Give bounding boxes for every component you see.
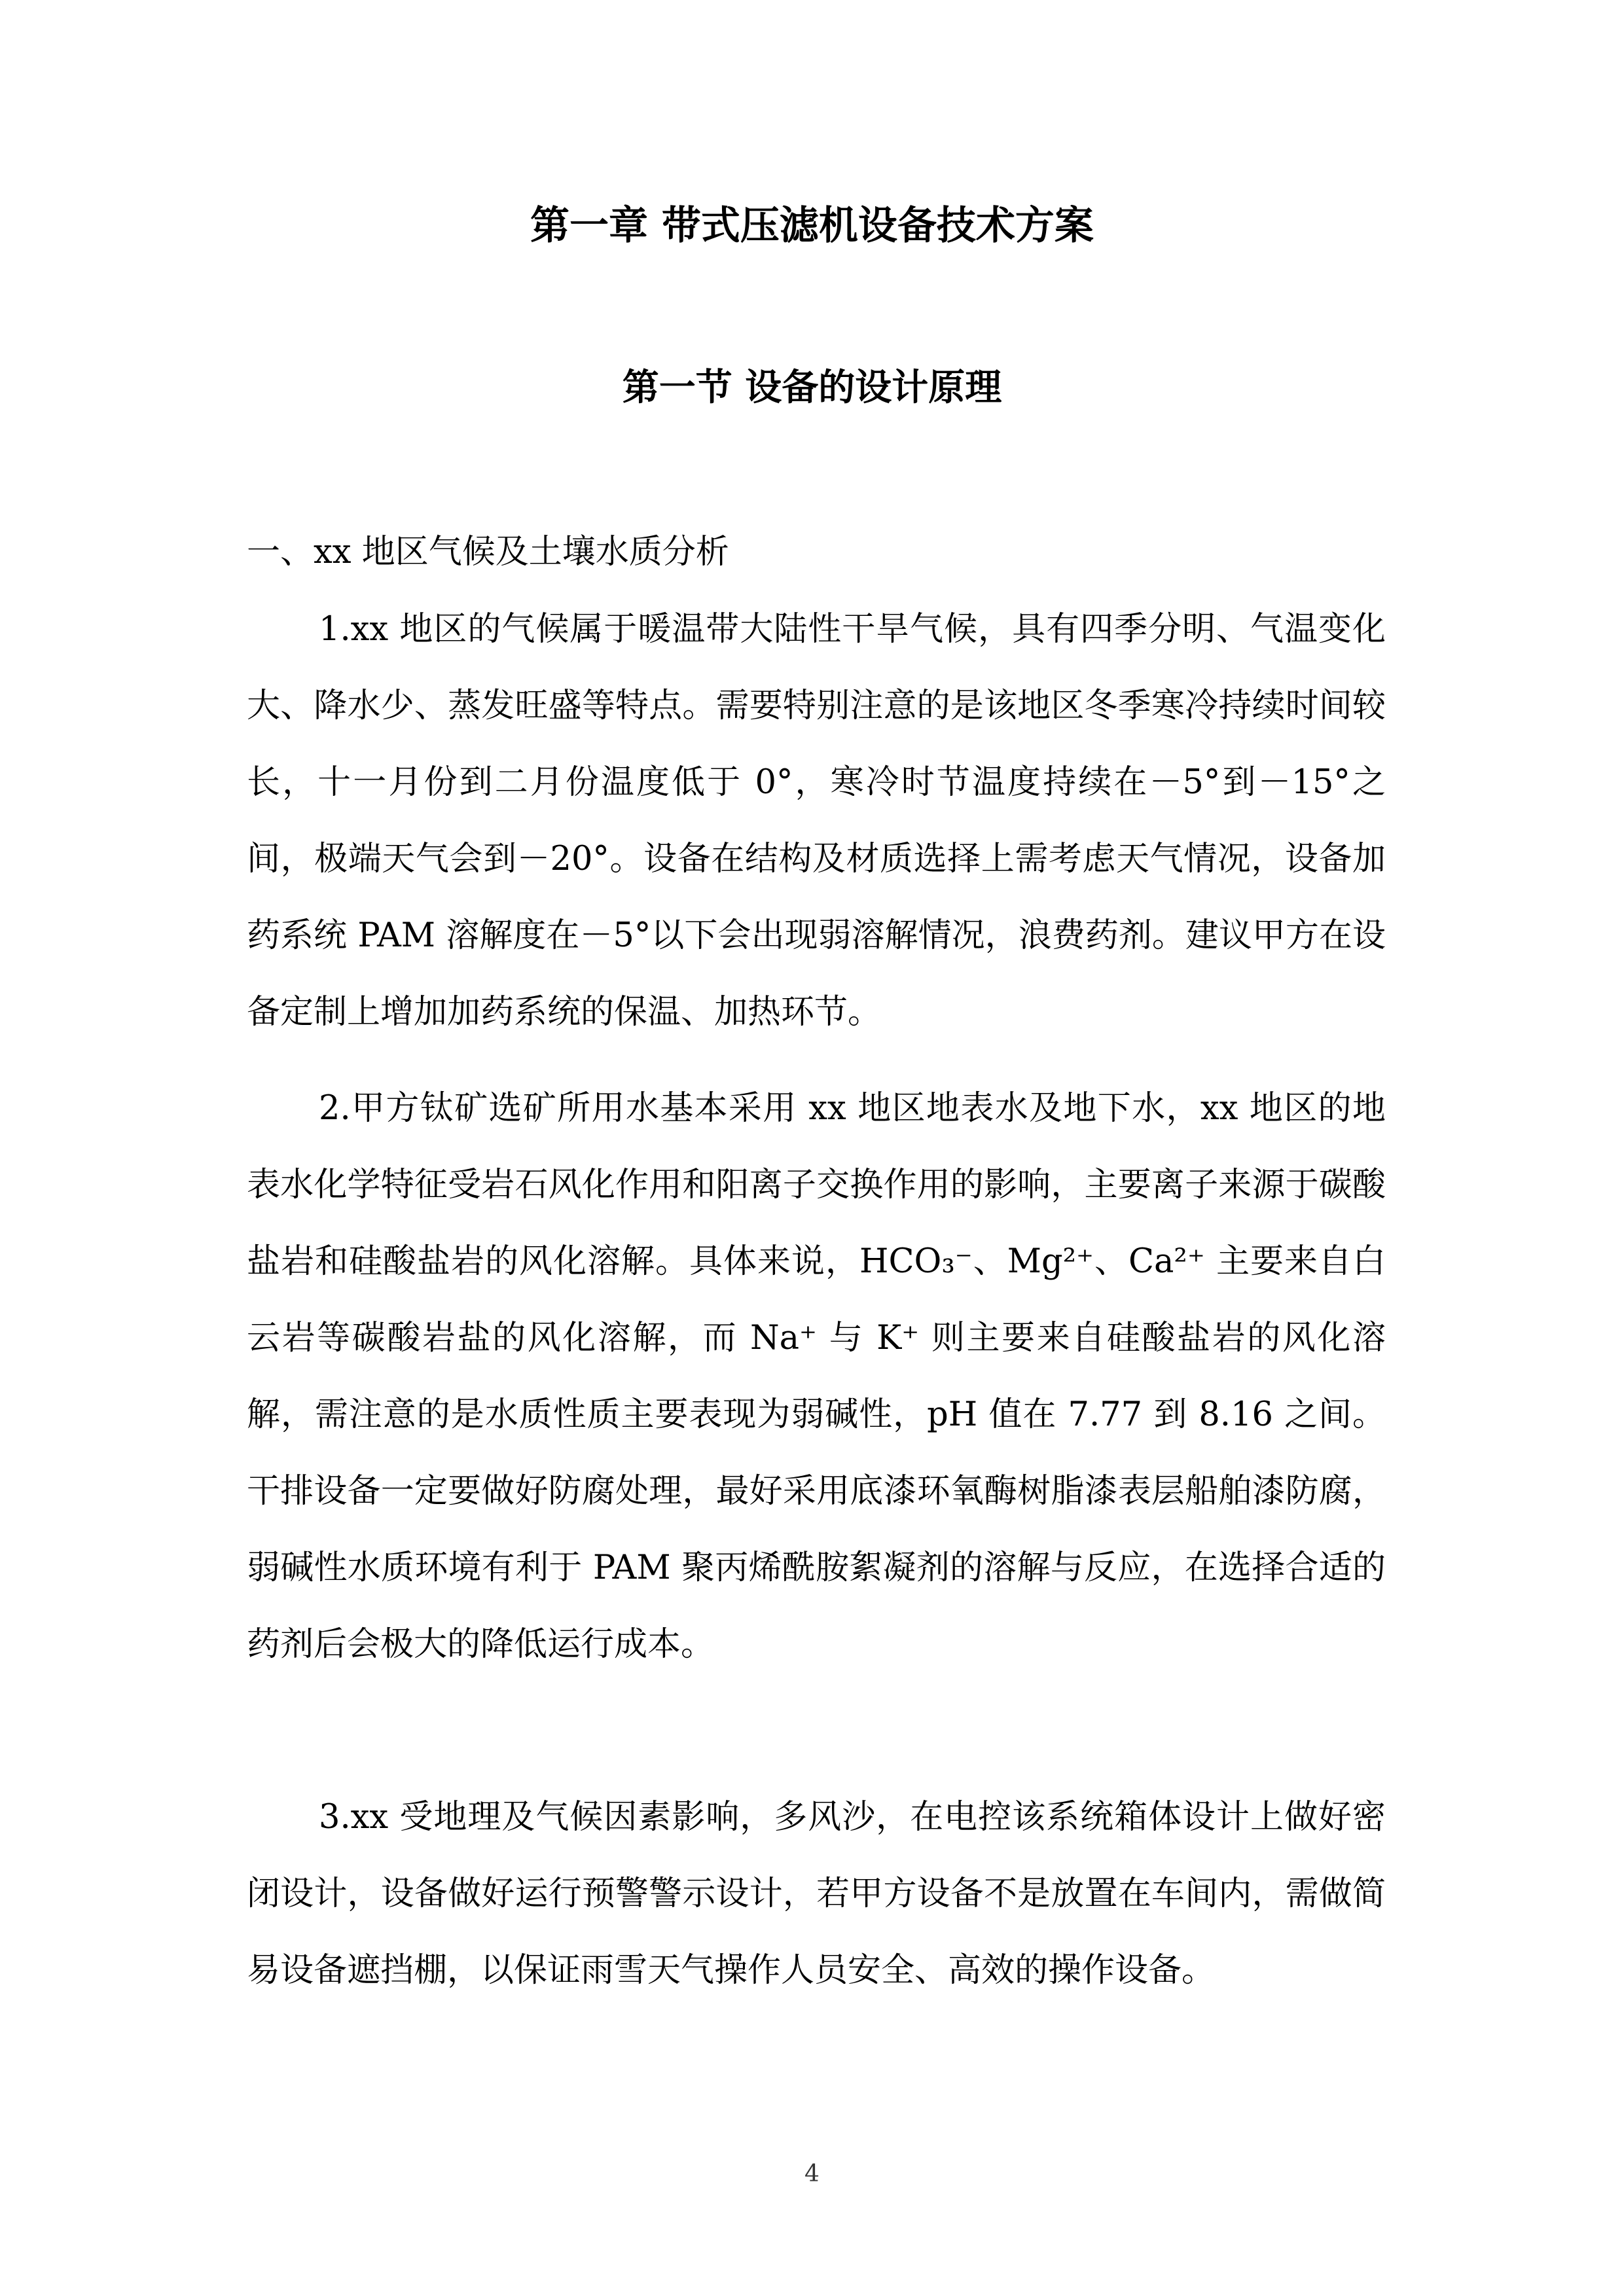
paragraph-water-quality: 2.甲方钛矿选矿所用水基本采用 xx 地区地表水及地下水，xx 地区的地表水化学特征受岩石风化作用和阳离子交换作用的影响，主要离子来源于碳酸盐岩和硅酸盐岩的风化溶解。具体来说，HCO₃⁻、Mg²⁺、Ca²⁺ 主要来自白云岩等碳酸岩盐的风化溶解，而 Na⁺ 与 K⁺ 则主要来自硅酸盐岩的风化溶解，需注意的是水质性质主要表现为弱碱性，pH 值在 7.77 到 8.16 之间。干排设备一定要做好防腐处理，最好采用底漆环氧酶树脂漆表层船舶漆防腐，弱碱性水质环境有利于 PAM 聚丙烯酰胺絮凝剂的溶解与反应，在选择合适的药剂后会极大的降低运行成本。 (247, 1089, 1386, 1664)
paragraph-climate: 1.xx 地区的气候属于暖温带大陆性干旱气候，具有四季分明、气温变化大、降水少、蒸发旺盛等特点。需要特别注意的是该地区冬季寒冷持续时间较长，十一月份到二月份温度低于 0°，寒冷时节温度持续在－5°到－15°之间，极端天气会到－20°。设备在结构及材质选择上需考虑天气情况，设备加药系统 PAM 溶解度在－5°以下会出现弱溶解情况，浪费药剂。建议甲方在设备定制上增加加药系统的保温、加热环节。 (247, 610, 1386, 1031)
page-number: 4 (804, 2161, 820, 2187)
subsection-heading: 一、xx 地区气候及土壤水质分析 (247, 533, 729, 571)
section-title: 第一节 设备的设计原理 (622, 367, 1002, 409)
chapter-title: 第一章 带式压滤机设备技术方案 (530, 203, 1094, 249)
paragraph-sandstorm: 3.xx 受地理及气候因素影响，多风沙，在电控该系统箱体设计上做好密闭设计，设备做好运行预警警示设计，若甲方设备不是放置在车间内，需做简易设备遮挡棚，以保证雨雪天气操作人员安全、高效的操作设备。 (247, 1798, 1386, 1990)
